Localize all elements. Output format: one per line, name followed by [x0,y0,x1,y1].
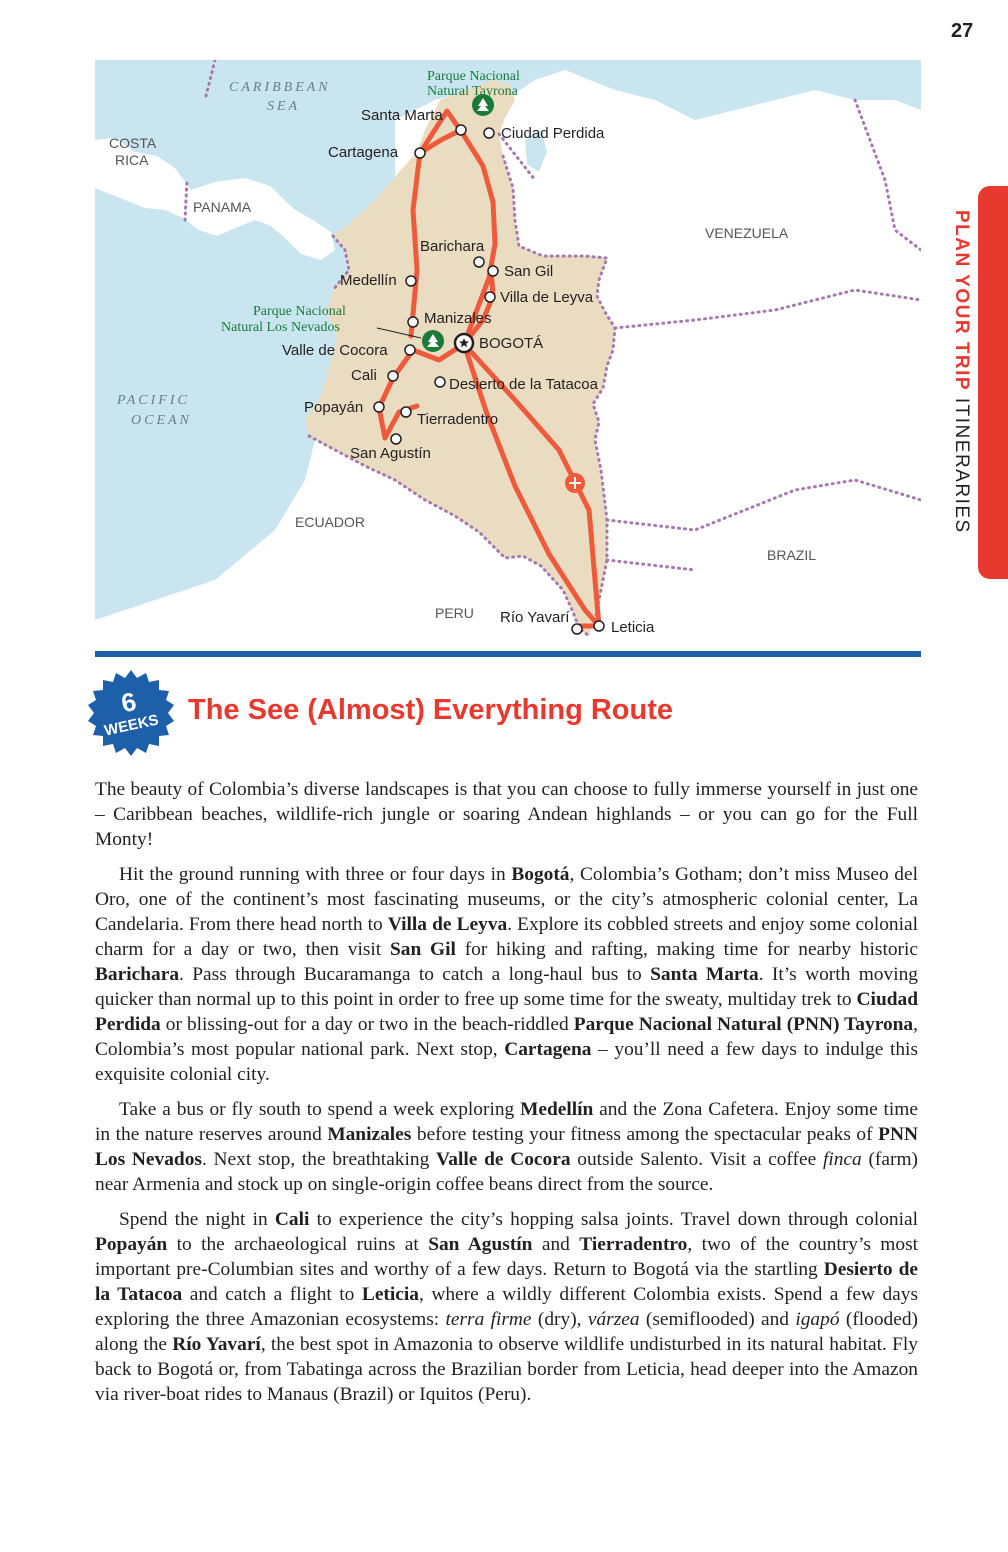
label-cartagena: Cartagena [328,144,399,161]
label-valle-de-cocora: Valle de Cocora [282,342,388,359]
label-cali: Cali [351,367,377,384]
label-barichara: Barichara [420,238,485,255]
label-panama: PANAMA [193,199,252,215]
subsection-title: ITINERARIES [951,397,972,534]
dot-desierto [435,377,445,387]
label-nevados-2: Natural Los Nevados [221,320,340,335]
itinerary-map [95,60,921,654]
paragraph-south: Spend the night in Cali to experience the city’s hopping salsa joints. Travel down through colonial Popayán to the archaeological ruins at San Agustín and Tierradentro, two of the country’s most important pre-Columbian sites and worthy of a few days. Return to Bogotá via the startling Desierto de la Tatacoa and catch a flight to Leticia, where a wildly different Colombia exists. Spend a few days exploring the three Amazonian ecosystems: terra firme (dry), várzea (semiflooded) and igapó (flooded) along the Río Yavarí, the best spot in Amazonia to observe wildlife undisturbed in its natural habitat. Fly back to Bogotá or, from Tabatinga across the Brazilian border from Leticia, head deeper into the Amazon via river-boat rides to Manaus (Brazil) or Iquitos (Peru). [95,1209,919,1405]
label-san-gil: San Gil [504,263,554,280]
paragraph-intro: The beauty of Colombia’s diverse landscapes is that you can choose to fully immerse yourself in just one – Caribbean beaches, wildlife-rich jungle or soaring Andean highlands – or you can go for the Full Monty! [95,779,918,850]
dot-rio-yavari [572,624,582,634]
label-ecuador: ECUADOR [295,514,366,530]
label-manizales: Manizales [424,310,492,327]
label-costa: COSTA [109,135,157,151]
label-leticia: Leticia [611,619,655,636]
dot-san-gil [488,266,498,276]
park-icon [422,330,444,352]
label-brazil: BRAZIL [767,547,817,563]
page-heading: The See (Almost) Everything Route [188,694,674,726]
dot-manizales [408,317,418,327]
label-rica: RICA [115,152,149,168]
label-popayan: Popayán [304,399,364,416]
label-venezuela: VENEZUELA [705,225,789,241]
dot-valle-de-cocora [405,345,415,355]
label-san-agustin: San Agustín [350,445,431,462]
paragraph-north: Hit the ground running with three or four days in Bogotá, Colombia’s Gotham; don’t miss Museo del Oro, one of the continent’s most fascinating museums, or the city’s atmospheric colonial center, La Candelaria. From there head north to Villa de Leyva. Explore its cobbled streets and enjoy some colonial charm for a day or two, then visit San Gil for hiking and rafting, making time for nearby historic Barichara. Pass through Bucaramanga to catch a long-haul bus to Santa Marta. It’s worth moving quicker than normal up to this point in order to free up some time for the sweaty, multiday trek to Ciudad Perdida or blissing-out for a day or two in the beach-riddled Parque Nacional Natural (PNN) Tayrona, Colombia’s most popular national park. Next stop, Cartagena – you’ll need a few days to indulge this exquisite colonial city. [95,864,919,1085]
page-number: 27 [951,20,974,42]
label-tierradentro: Tierradentro [417,411,499,428]
label-ocean: OCEAN [131,413,192,428]
label-pacific: PACIFIC [117,393,190,408]
label-caribbean: CARIBBEAN [229,80,331,95]
label-tayrona-2: Natural Tayrona [427,84,518,99]
section-title: PLAN YOUR TRIP [951,210,972,392]
capital-icon [455,334,473,352]
dot-leticia [594,621,604,631]
dot-villa-de-leyva [485,292,495,302]
dot-san-agustin [391,434,401,444]
label-medellin: Medellín [340,272,397,289]
badge-number: 6 [118,686,139,719]
label-rio-yavari: Río Yavarí [500,609,570,626]
paragraph-coffee: Take a bus or fly south to spend a week exploring Medellín and the Zona Cafetera. Enjoy some time in the nature reserves around Manizales before testing your fitness among the spectacular peaks of PNN Los Nevados. Next stop, the breathtaking Valle de Cocora outside Salento. Visit a coffee finca (farm) near Armenia and stock up on single-origin coffee beans direct from the source. [95,1099,918,1195]
side-tab [978,186,1008,579]
label-nevados-1: Parque Nacional [253,304,346,319]
dot-cartagena [415,148,425,158]
duration-badge [85,668,177,760]
badge-unit: WEEKS [102,711,161,740]
dot-ciudad-perdida [484,128,494,138]
dot-tierradentro [401,407,411,417]
label-ciudad-perdida: Ciudad Perdida [501,125,605,142]
dot-medellin [406,276,416,286]
dot-popayan [374,402,384,412]
section-label [926,210,976,540]
label-bogota: BOGOTÁ [479,335,544,352]
label-desierto: Desierto de la Tatacoa [449,376,598,393]
label-tayrona-1: Parque Nacional [427,69,520,84]
label-santa-marta: Santa Marta [361,107,443,124]
map-bottom-bar [95,651,921,657]
label-peru: PERU [435,605,474,621]
dot-cali [388,371,398,381]
itinerary-text [95,777,918,1417]
dot-barichara [474,257,484,267]
label-sea: SEA [267,99,301,114]
label-villa-de-leyva: Villa de Leyva [500,289,594,306]
dot-santa-marta [456,125,466,135]
